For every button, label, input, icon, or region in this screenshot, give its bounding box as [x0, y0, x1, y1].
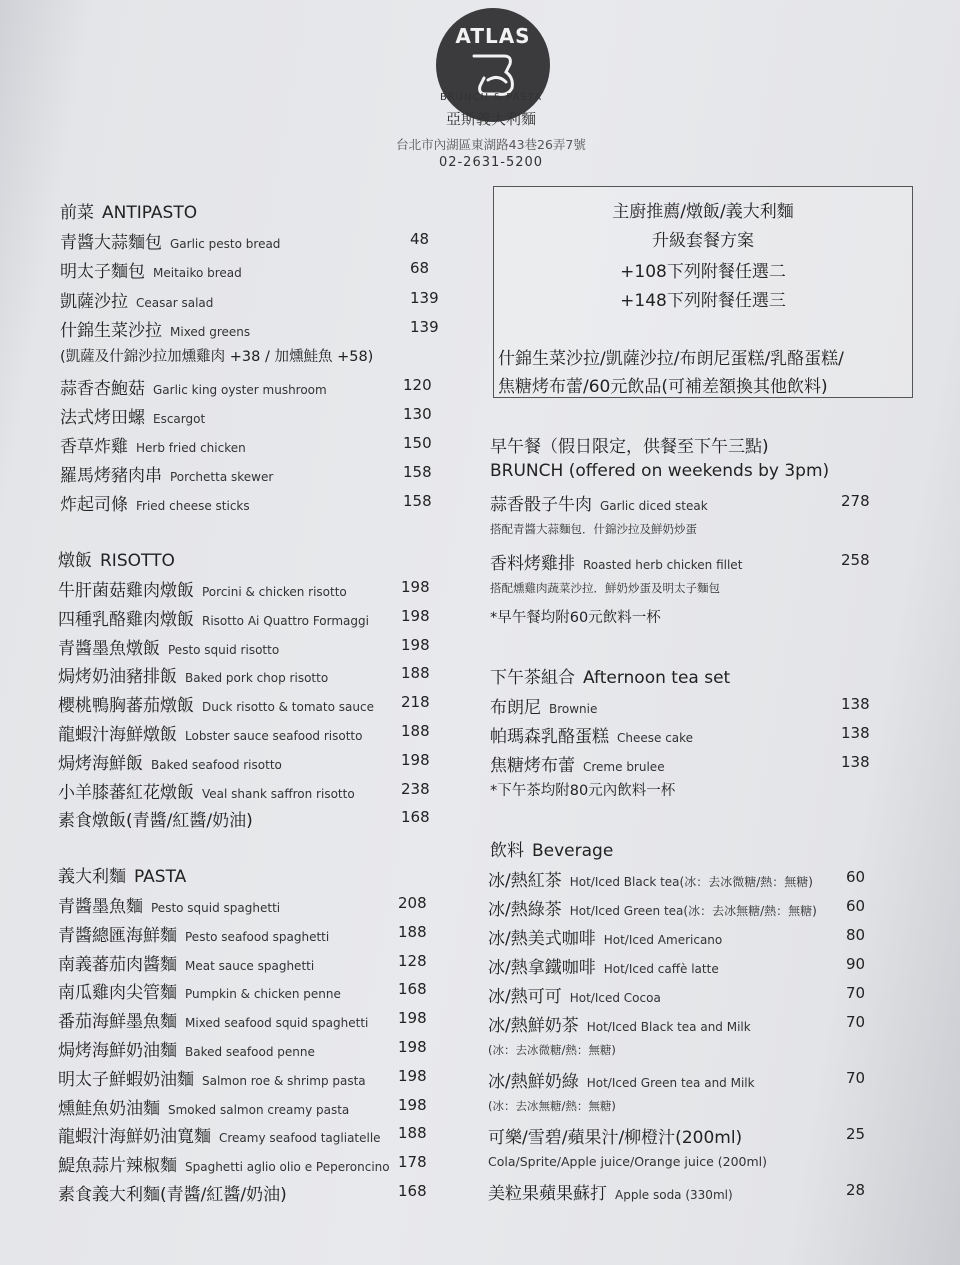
brand-name: ATLAS [455, 24, 531, 48]
beverage-sub-note: Cola/Sprite/Apple juice/Orange juice (200ml) [488, 1154, 768, 1169]
item-price: 138 [841, 753, 870, 771]
menu-item [58, 806, 430, 832]
item-price: 258 [841, 551, 870, 569]
item-name-zh: 冰/熱美式咖啡 [488, 929, 596, 949]
item-price: 188 [401, 664, 430, 683]
item-price: 208 [398, 894, 427, 912]
item-name-en: Mixed seafood squid spaghetti [185, 1016, 369, 1031]
item-name-zh: 羅馬烤豬肉串 [60, 466, 162, 486]
menu-item [60, 257, 430, 283]
item-name-zh: 什錦生菜沙拉 [60, 320, 162, 341]
section-title-tea [490, 663, 730, 688]
item-name-zh: 炸起司條 [60, 495, 128, 515]
item-price: 138 [841, 695, 870, 713]
item-name-zh: 可樂/雪碧/蘋果汁/柳橙汁(200ml) [488, 1128, 743, 1148]
item-name-zh: 蒜香杏鮑菇 [60, 379, 145, 399]
menu-item [58, 605, 430, 631]
item-name-zh: 素食義大利麵(青醬/紅醬/奶油) [58, 1185, 287, 1205]
item-name-zh: 冰/熱鮮奶茶 [488, 1016, 579, 1036]
item-name-zh: 冰/熱鮮奶綠 [488, 1072, 579, 1092]
item-name-en: Lobster sauce seafood risotto [185, 729, 363, 743]
beverage-item [488, 895, 866, 921]
menu-item [60, 490, 432, 516]
menu-item [58, 1151, 427, 1177]
item-name-en: Duck risotto & tomato sauce [202, 700, 374, 715]
menu-item [58, 691, 430, 717]
menu-item [60, 316, 439, 342]
title-zh: 義大利麵 [58, 867, 126, 887]
item-name-en: Spaghetti aglio olio e Peperoncino [185, 1160, 390, 1175]
title-en: Beverage [532, 841, 614, 861]
item-name-zh: 青醬墨魚麵 [58, 897, 143, 917]
item-price: 168 [398, 980, 427, 999]
item-price: 80 [846, 926, 866, 944]
title-zh: 燉飯 [58, 551, 92, 571]
item-name-en: Hot/Iced Green tea and Milk [586, 1076, 755, 1090]
set-meal-promo-box [493, 186, 913, 398]
title-zh: 前菜 [60, 203, 94, 223]
restaurant-name: 亞斯義大利麵 [445, 110, 536, 128]
menu-item [58, 634, 430, 660]
menu-item [60, 461, 432, 487]
title-en: ANTIPASTO [102, 203, 198, 223]
item-name-en: Escargot [153, 412, 206, 426]
brunch-note: *早午餐均附60元飲料一杯 [490, 610, 661, 626]
item-name-en: Apple soda (330ml) [615, 1188, 733, 1202]
item-name-en: Creamy seafood tagliatelle [219, 1131, 381, 1146]
title-en: Afternoon tea set [583, 668, 731, 688]
item-name-zh: 焗烤海鮮奶油麵 [58, 1041, 177, 1061]
section-title-risotto [58, 546, 175, 571]
salad-addon-note: (凱薩及什錦沙拉加燻雞肉 +38 / 加燻鮭魚 +58) [60, 349, 374, 365]
item-name-en: Garlic pesto bread [170, 237, 281, 251]
item-name-zh: 龍蝦汁海鮮燉飯 [58, 725, 177, 745]
item-name-en: Meitaiko bread [153, 266, 242, 281]
promo-line-1: 主廚推薦/燉飯/義大利麵 [612, 202, 794, 222]
item-name-zh: 蒜香骰子牛肉 [490, 495, 592, 515]
menu-item [58, 1065, 427, 1091]
menu-item [490, 722, 870, 748]
menu-item [60, 374, 432, 400]
item-price: 70 [846, 1069, 866, 1087]
menu-item [58, 1094, 427, 1120]
item-price: 139 [410, 317, 439, 336]
item-price: 188 [398, 1124, 427, 1143]
item-price: 278 [841, 492, 870, 510]
item-name-zh: 明太子鮮蝦奶油麵 [58, 1069, 194, 1090]
menu-item [490, 549, 870, 575]
item-price: 198 [398, 1038, 427, 1056]
item-name-zh: 冰/熱拿鐵咖啡 [488, 958, 596, 978]
beverage-sub-note: (冰：去冰無糖/熱：無糖) [488, 1099, 616, 1113]
beverage-sub-note: (冰：去冰微糖/熱：無糖) [488, 1043, 616, 1057]
item-price: 238 [401, 779, 430, 798]
item-name-zh: 冰/熱紅茶 [488, 871, 562, 891]
item-name-en: Veal shank saffron risotto [202, 786, 355, 801]
section-title-brunch-en: BRUNCH (offered on weekends by 3pm) [490, 461, 830, 481]
item-price: 60 [846, 868, 866, 886]
menu-item [58, 978, 427, 1004]
beverage-item [488, 1067, 866, 1093]
promo-line-3: +108下列附餐任選二 [620, 262, 786, 282]
item-name-en: Baked seafood risotto [151, 757, 282, 772]
item-name-zh: 香草炸雞 [60, 437, 128, 457]
menu-item [58, 1180, 427, 1206]
item-price: 130 [403, 405, 432, 423]
beverage-item [488, 924, 866, 950]
item-name-en: Hot/Iced Black tea and Milk [586, 1020, 751, 1034]
item-name-zh: 焗烤奶油豬排飯 [58, 667, 177, 688]
title-en: RISOTTO [100, 551, 175, 571]
section-title-pasta [58, 862, 186, 887]
item-name-zh: 番茄海鮮墨魚麵 [58, 1012, 177, 1033]
item-name-en: Porcini & chicken risotto [202, 585, 347, 599]
item-price: 70 [846, 1013, 866, 1031]
item-price: 70 [846, 984, 866, 1002]
section-title-beverage [490, 836, 613, 861]
item-name-en: Porchetta skewer [170, 470, 274, 484]
item-name-en: Meat sauce spaghetti [185, 958, 315, 973]
promo-detail-1: 什錦生菜沙拉/凱薩沙拉/布朗尼蛋糕/乳酪蛋糕/ [498, 349, 844, 369]
item-name-zh: 南瓜雞肉尖管麵 [58, 983, 177, 1004]
promo-line-2: 升級套餐方案 [652, 231, 754, 251]
item-name-en: Baked seafood penne [185, 1045, 315, 1059]
address: 台北市內湖區東湖路43巷26弄7號 [396, 137, 586, 152]
item-name-en: Salmon roe & shrimp pasta [202, 1073, 366, 1088]
title-zh: 飲料 [490, 841, 524, 861]
item-name-en: Risotto Ai Quattro Formaggi [202, 613, 369, 628]
item-price: 198 [401, 578, 430, 596]
item-name-zh: 冰/熱可可 [488, 987, 562, 1007]
title-zh: 下午茶組合 [490, 668, 575, 688]
item-name-zh: 青醬墨魚燉飯 [58, 638, 160, 659]
tea-note: *下午茶均附80元內飲料一杯 [490, 783, 676, 799]
item-price: 198 [401, 750, 430, 769]
menu-item [58, 720, 430, 746]
menu-item [60, 228, 430, 254]
menu-item [58, 1036, 427, 1062]
item-price: 198 [398, 1066, 427, 1085]
beverage-item [488, 866, 866, 892]
item-name-zh: 冰/熱綠茶 [488, 900, 562, 920]
item-name-en: Brownie [549, 702, 598, 716]
item-name-en: Herb fried chicken [136, 441, 246, 455]
menu-item [58, 576, 430, 602]
item-name-zh: 焦糖烤布蕾 [490, 756, 575, 776]
section-title-antipasto [60, 198, 197, 223]
item-price: 128 [398, 951, 427, 970]
menu-sheet [6, 0, 954, 1265]
item-name-zh: 小羊膝蕃紅花燉飯 [58, 782, 194, 803]
menu-item [58, 662, 430, 688]
item-name-en: Smoked salmon creamy pasta [168, 1102, 350, 1117]
item-description: 搭配燻雞肉蔬菜沙拉．鮮奶炒蛋及明太子麵包 [490, 581, 720, 595]
item-price: 68 [410, 259, 430, 278]
item-name-zh: 燻鮭魚奶油麵 [58, 1098, 160, 1119]
item-price: 48 [410, 230, 430, 248]
item-name-zh: 布朗尼 [490, 698, 541, 718]
menu-item [58, 749, 430, 775]
item-name-zh: 青醬總匯海鮮麵 [58, 925, 177, 946]
beverage-item [488, 1123, 866, 1149]
item-name-zh: 帕瑪森乳酪蛋糕 [490, 727, 609, 747]
item-name-en: Cheese cake [617, 731, 694, 745]
beverage-item [488, 953, 866, 979]
item-name-zh: 青醬大蒜麵包 [60, 233, 162, 253]
item-name-en: Hot/Iced Black tea(冰：去冰微糖/熱：無糖) [569, 875, 813, 889]
item-price: 168 [401, 808, 430, 827]
item-name-zh: 南義蕃茄肉醬麵 [58, 954, 177, 975]
item-name-zh: 鯷魚蒜片辣椒麵 [58, 1156, 177, 1177]
item-name-zh: 四種乳酪雞肉燉飯 [58, 609, 194, 630]
item-price: 168 [398, 1182, 427, 1200]
item-price: 90 [846, 955, 866, 973]
item-price: 150 [403, 434, 432, 452]
item-name-en: Garlic king oyster mushroom [153, 383, 327, 397]
beverage-item [488, 1179, 866, 1205]
item-price: 158 [403, 463, 432, 481]
item-price: 60 [846, 897, 866, 915]
tagline: BRUNCH & PASTA [439, 92, 543, 103]
menu-item [58, 892, 427, 918]
item-name-zh: 美粒果蘋果蘇打 [488, 1184, 607, 1204]
title-en: PASTA [134, 867, 187, 887]
item-name-en: Garlic diced steak [600, 499, 708, 513]
item-price: 25 [846, 1125, 866, 1143]
item-name-en: Creme brulee [583, 760, 665, 774]
item-name-en: Pesto seafood spaghetti [185, 929, 330, 944]
item-price: 138 [841, 724, 870, 742]
item-name-en: Hot/Iced Americano [603, 933, 723, 947]
item-price: 28 [846, 1181, 866, 1199]
item-name-en: Baked pork chop risotto [185, 671, 329, 686]
item-name-zh: 香料烤雞排 [490, 554, 575, 574]
menu-item [60, 432, 432, 458]
item-price: 198 [398, 1095, 427, 1114]
menu-item [58, 778, 430, 804]
item-price: 188 [401, 722, 430, 740]
item-name-en: Hot/Iced Green tea(冰：去冰無糖/熱：無糖) [569, 904, 817, 918]
item-price: 178 [398, 1153, 427, 1172]
menu-item [58, 1007, 427, 1033]
item-name-en: Mixed greens [170, 324, 251, 339]
item-name-zh: 明太子麵包 [60, 262, 145, 283]
menu-item [58, 921, 427, 947]
promo-line-4: +148下列附餐任選三 [620, 291, 786, 311]
item-name-zh: 櫻桃鴨胸蕃茄燉飯 [58, 696, 194, 717]
item-name-en: Ceasar salad [136, 295, 214, 310]
item-price: 188 [398, 922, 427, 941]
beverage-item [488, 982, 866, 1008]
promo-detail-2: 焦糖烤布蕾/60元飲品(可補差額換其他飲料) [498, 377, 828, 397]
item-name-zh: 素食燉飯(青醬/紅醬/奶油) [58, 811, 253, 832]
item-name-zh: 龍蝦汁海鮮奶油寬麵 [58, 1127, 211, 1148]
item-price: 198 [398, 1009, 427, 1028]
item-name-zh: 法式烤田螺 [60, 408, 145, 428]
item-name-en: Pesto squid spaghetti [151, 901, 281, 915]
item-name-en: Pesto squid risotto [168, 642, 280, 657]
item-price: 139 [410, 288, 439, 307]
menu-item [60, 287, 439, 313]
menu-item [60, 403, 432, 429]
item-price: 198 [401, 606, 430, 625]
item-name-zh: 牛肝菌菇雞肉燉飯 [58, 581, 194, 601]
menu-item [490, 693, 870, 719]
item-description: 搭配青醬大蒜麵包．什錦沙拉及鮮奶炒蛋 [490, 522, 697, 536]
section-title-brunch-zh: 早午餐（假日限定，供餐至下午三點) [490, 437, 769, 457]
item-name-en: Pumpkin & chicken penne [185, 987, 341, 1002]
phone: 02-2631-5200 [438, 155, 544, 170]
item-price: 218 [401, 693, 430, 712]
item-name-zh: 凱薩沙拉 [60, 291, 128, 312]
item-price: 198 [401, 635, 430, 654]
item-name-en: Hot/Iced caffè latte [603, 962, 719, 976]
beverage-item [488, 1011, 866, 1037]
item-name-zh: 焗烤海鮮飯 [58, 753, 143, 774]
menu-item [490, 490, 870, 516]
item-name-en: Fried cheese sticks [136, 499, 250, 513]
menu-item [490, 751, 870, 777]
menu-item [58, 950, 427, 976]
item-price: 120 [403, 376, 432, 394]
item-name-en: Roasted herb chicken fillet [583, 558, 743, 572]
menu-item [58, 1122, 427, 1148]
item-price: 158 [403, 492, 432, 510]
item-name-en: Hot/Iced Cocoa [569, 991, 661, 1005]
atlas-logo [436, 8, 550, 122]
